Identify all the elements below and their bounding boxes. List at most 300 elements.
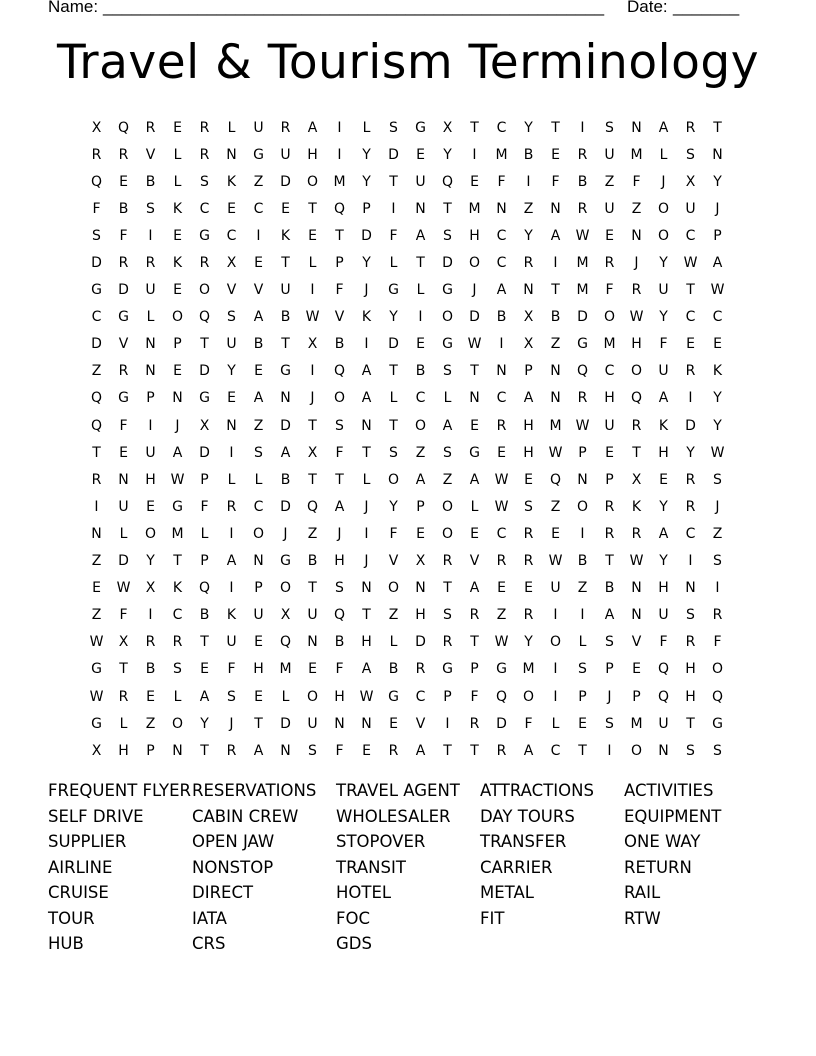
grid-letter[interactable]: B xyxy=(118,200,129,217)
grid-letter[interactable]: U xyxy=(145,282,156,299)
grid-letter[interactable]: V xyxy=(118,336,129,353)
grid-letter[interactable]: A xyxy=(658,390,669,407)
grid-letter[interactable]: U xyxy=(604,200,615,217)
grid-letter[interactable]: A xyxy=(496,282,507,299)
grid-letter[interactable]: E xyxy=(173,282,182,299)
grid-letter[interactable]: M xyxy=(495,146,508,163)
grid-letter[interactable]: D xyxy=(199,444,210,461)
grid-letter[interactable]: A xyxy=(361,363,372,380)
grid-letter[interactable]: W xyxy=(359,688,374,705)
grid-letter[interactable]: I xyxy=(580,119,585,136)
grid-letter[interactable]: O xyxy=(657,200,670,217)
grid-letter[interactable]: S xyxy=(443,363,452,380)
grid-letter[interactable]: E xyxy=(470,173,479,190)
grid-letter[interactable]: Q xyxy=(657,688,670,705)
grid-letter[interactable]: I xyxy=(526,173,531,190)
grid-letter[interactable]: J xyxy=(661,173,666,190)
grid-letter[interactable]: Q xyxy=(657,661,670,678)
grid-letter[interactable]: X xyxy=(685,173,696,190)
grid-letter[interactable]: M xyxy=(630,146,643,163)
grid-letter[interactable]: E xyxy=(254,363,263,380)
grid-letter[interactable]: W xyxy=(548,444,563,461)
grid-letter[interactable]: T xyxy=(92,444,101,461)
grid-letter[interactable]: M xyxy=(549,417,562,434)
grid-letter[interactable]: J xyxy=(715,498,720,515)
grid-letter[interactable]: D xyxy=(91,336,102,353)
grid-letter[interactable]: A xyxy=(658,119,669,136)
grid-letter[interactable]: R xyxy=(226,742,237,759)
grid-letter[interactable]: T xyxy=(578,742,587,759)
grid-letter[interactable]: Y xyxy=(362,173,371,190)
grid-letter[interactable]: K xyxy=(631,498,642,515)
grid-letter[interactable]: R xyxy=(577,146,588,163)
grid-letter[interactable]: Q xyxy=(630,390,643,407)
grid-letter[interactable]: S xyxy=(308,742,317,759)
grid-letter[interactable]: I xyxy=(553,661,558,678)
grid-letter[interactable]: R xyxy=(685,471,696,488)
grid-letter[interactable]: Z xyxy=(712,525,723,542)
grid-letter[interactable]: B xyxy=(253,336,264,353)
grid-letter[interactable]: W xyxy=(89,634,104,651)
grid-letter[interactable]: P xyxy=(470,661,479,678)
grid-letter[interactable]: Z xyxy=(442,471,453,488)
grid-letter[interactable]: F xyxy=(119,417,128,434)
grid-letter[interactable]: H xyxy=(334,688,345,705)
grid-letter[interactable]: T xyxy=(308,417,317,434)
grid-letter[interactable]: E xyxy=(146,688,155,705)
grid-letter[interactable]: S xyxy=(686,607,695,624)
grid-letter[interactable]: I xyxy=(229,580,234,597)
grid-letter[interactable]: P xyxy=(173,336,182,353)
grid-letter[interactable]: M xyxy=(468,200,481,217)
grid-letter[interactable]: G xyxy=(199,227,210,244)
grid-letter[interactable]: C xyxy=(685,525,696,542)
grid-letter[interactable]: G xyxy=(442,336,453,353)
grid-letter[interactable]: N xyxy=(658,742,669,759)
grid-letter[interactable]: J xyxy=(634,255,639,272)
grid-letter[interactable]: M xyxy=(333,173,346,190)
grid-letter[interactable]: R xyxy=(496,417,507,434)
grid-letter[interactable]: W xyxy=(575,417,590,434)
grid-letter[interactable]: I xyxy=(499,336,504,353)
grid-letter[interactable]: B xyxy=(334,634,345,651)
grid-letter[interactable]: Y xyxy=(659,309,668,326)
grid-letter[interactable]: X xyxy=(91,742,102,759)
grid-letter[interactable]: F xyxy=(335,282,344,299)
grid-letter[interactable]: R xyxy=(631,282,642,299)
grid-letter[interactable]: C xyxy=(91,309,102,326)
grid-letter[interactable]: E xyxy=(200,661,209,678)
grid-letter[interactable]: H xyxy=(658,580,669,597)
grid-letter[interactable]: X xyxy=(145,580,156,597)
grid-letter[interactable]: O xyxy=(549,634,562,651)
grid-letter[interactable]: G xyxy=(415,119,426,136)
grid-letter[interactable]: C xyxy=(253,200,264,217)
grid-letter[interactable]: T xyxy=(362,607,371,624)
grid-letter[interactable]: Q xyxy=(711,688,724,705)
grid-letter[interactable]: M xyxy=(576,282,589,299)
grid-letter[interactable]: T xyxy=(389,363,398,380)
grid-letter[interactable]: G xyxy=(172,498,183,515)
grid-letter[interactable]: T xyxy=(551,119,560,136)
grid-letter[interactable]: Z xyxy=(604,173,615,190)
grid-letter[interactable]: P xyxy=(443,688,452,705)
grid-letter[interactable]: M xyxy=(630,715,643,732)
grid-letter[interactable]: W xyxy=(710,282,725,299)
grid-letter[interactable]: R xyxy=(577,200,588,217)
grid-letter[interactable]: P xyxy=(146,390,155,407)
grid-letter[interactable]: A xyxy=(469,580,480,597)
grid-letter[interactable]: H xyxy=(604,390,615,407)
grid-letter[interactable]: E xyxy=(308,227,317,244)
date-field[interactable]: _______ xyxy=(673,0,740,16)
grid-letter[interactable]: E xyxy=(92,580,101,597)
grid-letter[interactable]: K xyxy=(280,227,291,244)
grid-letter[interactable]: B xyxy=(577,173,588,190)
grid-letter[interactable]: P xyxy=(713,227,722,244)
grid-letter[interactable]: C xyxy=(415,390,426,407)
grid-letter[interactable]: O xyxy=(171,309,184,326)
grid-letter[interactable]: S xyxy=(686,742,695,759)
grid-letter[interactable]: Q xyxy=(495,688,508,705)
grid-letter[interactable]: I xyxy=(715,580,720,597)
grid-letter[interactable]: S xyxy=(443,227,452,244)
grid-letter[interactable]: A xyxy=(334,498,345,515)
grid-letter[interactable]: G xyxy=(91,661,102,678)
grid-letter[interactable]: I xyxy=(229,444,234,461)
grid-letter[interactable]: W xyxy=(629,309,644,326)
grid-letter[interactable]: Y xyxy=(659,255,668,272)
grid-letter[interactable]: U xyxy=(685,200,696,217)
grid-letter[interactable]: S xyxy=(227,688,236,705)
grid-letter[interactable]: R xyxy=(118,255,129,272)
grid-letter[interactable]: T xyxy=(443,200,452,217)
grid-letter[interactable]: C xyxy=(550,742,561,759)
grid-letter[interactable]: R xyxy=(226,498,237,515)
grid-letter[interactable]: Y xyxy=(146,553,155,570)
grid-letter[interactable]: A xyxy=(415,227,426,244)
grid-letter[interactable]: E xyxy=(497,580,506,597)
grid-letter[interactable]: K xyxy=(172,200,183,217)
grid-letter[interactable]: C xyxy=(685,227,696,244)
grid-letter[interactable]: X xyxy=(226,255,237,272)
grid-letter[interactable]: B xyxy=(307,553,318,570)
grid-letter[interactable]: O xyxy=(306,688,319,705)
grid-letter[interactable]: X xyxy=(199,417,210,434)
grid-letter[interactable]: B xyxy=(280,471,291,488)
grid-letter[interactable]: T xyxy=(335,227,344,244)
grid-letter[interactable]: N xyxy=(631,119,642,136)
grid-letter[interactable]: L xyxy=(389,255,398,272)
grid-letter[interactable]: M xyxy=(279,661,292,678)
grid-letter[interactable]: I xyxy=(607,742,612,759)
grid-letter[interactable]: B xyxy=(496,309,507,326)
grid-letter[interactable]: V xyxy=(631,634,642,651)
grid-letter[interactable]: S xyxy=(605,715,614,732)
grid-letter[interactable]: A xyxy=(469,471,480,488)
grid-letter[interactable]: G xyxy=(577,336,588,353)
grid-letter[interactable]: A xyxy=(712,255,723,272)
grid-letter[interactable]: T xyxy=(254,715,263,732)
grid-letter[interactable]: R xyxy=(577,390,588,407)
grid-letter[interactable]: U xyxy=(604,417,615,434)
grid-letter[interactable]: U xyxy=(280,146,291,163)
grid-letter[interactable]: Z xyxy=(550,336,561,353)
grid-letter[interactable]: R xyxy=(91,471,102,488)
grid-letter[interactable]: Z xyxy=(523,200,534,217)
grid-letter[interactable]: E xyxy=(254,688,263,705)
grid-letter[interactable]: Y xyxy=(362,255,371,272)
grid-letter[interactable]: D xyxy=(118,282,129,299)
grid-letter[interactable]: T xyxy=(200,742,209,759)
grid-letter[interactable]: L xyxy=(227,119,236,136)
grid-letter[interactable]: V xyxy=(469,553,480,570)
grid-letter[interactable]: E xyxy=(119,444,128,461)
grid-letter[interactable]: I xyxy=(337,146,342,163)
grid-letter[interactable]: O xyxy=(387,471,400,488)
grid-letter[interactable]: E xyxy=(524,580,533,597)
grid-letter[interactable]: B xyxy=(280,309,291,326)
grid-letter[interactable]: U xyxy=(226,336,237,353)
grid-letter[interactable]: R xyxy=(523,255,534,272)
grid-letter[interactable]: E xyxy=(308,661,317,678)
grid-letter[interactable]: F xyxy=(335,661,344,678)
grid-letter[interactable]: N xyxy=(280,742,291,759)
grid-letter[interactable]: F xyxy=(659,336,668,353)
grid-letter[interactable]: C xyxy=(172,607,183,624)
grid-letter[interactable]: Z xyxy=(91,607,102,624)
grid-letter[interactable]: G xyxy=(712,715,723,732)
grid-letter[interactable]: A xyxy=(361,390,372,407)
grid-letter[interactable]: I xyxy=(553,255,558,272)
grid-letter[interactable]: N xyxy=(550,390,561,407)
grid-letter[interactable]: Q xyxy=(333,607,346,624)
grid-letter[interactable]: T xyxy=(308,580,317,597)
grid-letter[interactable]: Z xyxy=(388,607,399,624)
grid-letter[interactable]: E xyxy=(632,661,641,678)
grid-letter[interactable]: F xyxy=(335,742,344,759)
grid-letter[interactable]: T xyxy=(389,173,398,190)
grid-letter[interactable]: S xyxy=(443,444,452,461)
grid-letter[interactable]: C xyxy=(496,525,507,542)
grid-letter[interactable]: J xyxy=(607,688,612,705)
grid-letter[interactable]: D xyxy=(442,255,453,272)
grid-letter[interactable]: X xyxy=(118,634,129,651)
grid-letter[interactable]: G xyxy=(469,444,480,461)
grid-letter[interactable]: T xyxy=(173,553,182,570)
grid-letter[interactable]: L xyxy=(173,173,182,190)
grid-letter[interactable]: R xyxy=(442,634,453,651)
grid-letter[interactable]: Q xyxy=(279,634,292,651)
grid-letter[interactable]: A xyxy=(442,417,453,434)
grid-letter[interactable]: L xyxy=(308,255,317,272)
grid-letter[interactable]: L xyxy=(200,525,209,542)
grid-letter[interactable]: N xyxy=(172,390,183,407)
grid-letter[interactable]: J xyxy=(364,498,369,515)
grid-letter[interactable]: W xyxy=(305,309,320,326)
grid-letter[interactable]: F xyxy=(659,634,668,651)
grid-letter[interactable]: M xyxy=(522,661,535,678)
grid-letter[interactable]: I xyxy=(553,688,558,705)
grid-letter[interactable]: E xyxy=(362,742,371,759)
grid-letter[interactable]: E xyxy=(551,525,560,542)
grid-letter[interactable]: X xyxy=(307,444,318,461)
grid-letter[interactable]: H xyxy=(631,336,642,353)
grid-letter[interactable]: N xyxy=(118,471,129,488)
grid-letter[interactable]: U xyxy=(658,607,669,624)
grid-letter[interactable]: X xyxy=(442,119,453,136)
grid-letter[interactable]: N xyxy=(577,471,588,488)
grid-letter[interactable]: E xyxy=(416,336,425,353)
grid-letter[interactable]: T xyxy=(200,336,209,353)
grid-letter[interactable]: W xyxy=(494,471,509,488)
grid-letter[interactable]: L xyxy=(281,688,290,705)
grid-letter[interactable]: F xyxy=(389,227,398,244)
grid-letter[interactable]: N xyxy=(280,390,291,407)
grid-letter[interactable]: Y xyxy=(686,444,695,461)
grid-letter[interactable]: E xyxy=(119,173,128,190)
grid-letter[interactable]: P xyxy=(200,553,209,570)
grid-letter[interactable]: L xyxy=(470,498,479,515)
name-field[interactable]: _____________________________________________________ xyxy=(103,0,605,16)
grid-letter[interactable]: Y xyxy=(713,417,722,434)
grid-letter[interactable]: F xyxy=(119,607,128,624)
grid-letter[interactable]: T xyxy=(308,200,317,217)
grid-letter[interactable]: U xyxy=(604,146,615,163)
grid-letter[interactable]: B xyxy=(550,309,561,326)
grid-letter[interactable]: F xyxy=(713,634,722,651)
grid-letter[interactable]: F xyxy=(470,688,479,705)
grid-letter[interactable]: E xyxy=(227,390,236,407)
grid-letter[interactable]: N xyxy=(496,363,507,380)
grid-letter[interactable]: T xyxy=(686,715,695,732)
grid-letter[interactable]: R xyxy=(118,363,129,380)
grid-letter[interactable]: L xyxy=(146,309,155,326)
grid-letter[interactable]: Y xyxy=(659,553,668,570)
grid-letter[interactable]: T xyxy=(200,634,209,651)
grid-letter[interactable]: N xyxy=(145,363,156,380)
grid-letter[interactable]: N xyxy=(550,200,561,217)
grid-letter[interactable]: L xyxy=(362,119,371,136)
grid-letter[interactable]: A xyxy=(172,444,183,461)
grid-letter[interactable]: F xyxy=(605,282,614,299)
grid-letter[interactable]: C xyxy=(253,498,264,515)
grid-letter[interactable]: G xyxy=(118,309,129,326)
grid-letter[interactable]: C xyxy=(496,255,507,272)
grid-letter[interactable]: T xyxy=(389,417,398,434)
grid-letter[interactable]: R xyxy=(523,525,534,542)
grid-letter[interactable]: V xyxy=(415,715,426,732)
grid-letter[interactable]: E xyxy=(416,146,425,163)
grid-letter[interactable]: C xyxy=(226,227,237,244)
grid-letter[interactable]: T xyxy=(470,634,479,651)
grid-letter[interactable]: I xyxy=(418,309,423,326)
grid-letter[interactable]: B xyxy=(388,661,399,678)
grid-letter[interactable]: R xyxy=(415,661,426,678)
grid-letter[interactable]: A xyxy=(226,553,237,570)
grid-letter[interactable]: P xyxy=(578,688,587,705)
grid-letter[interactable]: N xyxy=(631,580,642,597)
grid-letter[interactable]: L xyxy=(443,390,452,407)
grid-letter[interactable]: R xyxy=(712,607,723,624)
grid-letter[interactable]: S xyxy=(335,580,344,597)
grid-letter[interactable]: H xyxy=(145,471,156,488)
grid-letter[interactable]: O xyxy=(387,580,400,597)
grid-letter[interactable]: P xyxy=(524,363,533,380)
grid-letter[interactable]: N xyxy=(307,634,318,651)
grid-letter[interactable]: E xyxy=(524,471,533,488)
grid-letter[interactable]: N xyxy=(415,580,426,597)
grid-letter[interactable]: T xyxy=(335,471,344,488)
grid-letter[interactable]: Z xyxy=(631,200,642,217)
grid-letter[interactable]: X xyxy=(631,471,642,488)
grid-letter[interactable]: E xyxy=(146,498,155,515)
grid-letter[interactable]: L xyxy=(227,471,236,488)
grid-letter[interactable]: E xyxy=(254,634,263,651)
grid-letter[interactable]: T xyxy=(470,742,479,759)
grid-letter[interactable]: T xyxy=(632,444,641,461)
grid-letter[interactable]: Y xyxy=(443,146,452,163)
grid-letter[interactable]: E xyxy=(659,471,668,488)
grid-letter[interactable]: O xyxy=(252,525,265,542)
grid-letter[interactable]: Z xyxy=(91,363,102,380)
grid-letter[interactable]: O xyxy=(198,282,211,299)
grid-letter[interactable]: N xyxy=(361,715,372,732)
grid-letter[interactable]: R xyxy=(496,742,507,759)
grid-letter[interactable]: Q xyxy=(441,173,454,190)
grid-letter[interactable]: A xyxy=(415,742,426,759)
grid-letter[interactable]: Z xyxy=(307,525,318,542)
grid-letter[interactable]: U xyxy=(658,363,669,380)
grid-letter[interactable]: W xyxy=(548,553,563,570)
grid-letter[interactable]: H xyxy=(253,661,264,678)
grid-letter[interactable]: R xyxy=(604,255,615,272)
grid-letter[interactable]: R xyxy=(631,417,642,434)
grid-letter[interactable]: K xyxy=(226,607,237,624)
grid-letter[interactable]: F xyxy=(389,525,398,542)
grid-letter[interactable]: E xyxy=(578,715,587,732)
grid-letter[interactable]: S xyxy=(524,498,533,515)
grid-letter[interactable]: T xyxy=(443,742,452,759)
grid-letter[interactable]: C xyxy=(604,363,615,380)
grid-letter[interactable]: E xyxy=(551,146,560,163)
grid-letter[interactable]: G xyxy=(442,282,453,299)
grid-letter[interactable]: C xyxy=(685,309,696,326)
grid-letter[interactable]: H xyxy=(469,227,480,244)
grid-letter[interactable]: G xyxy=(442,661,453,678)
grid-letter[interactable]: R xyxy=(118,688,129,705)
grid-letter[interactable]: B xyxy=(604,580,615,597)
grid-letter[interactable]: G xyxy=(280,363,291,380)
grid-letter[interactable]: R xyxy=(631,525,642,542)
grid-letter[interactable]: S xyxy=(335,417,344,434)
grid-letter[interactable]: F xyxy=(524,715,533,732)
grid-letter[interactable]: Q xyxy=(333,200,346,217)
grid-letter[interactable]: H xyxy=(658,444,669,461)
grid-letter[interactable]: Z xyxy=(550,498,561,515)
grid-letter[interactable]: D xyxy=(388,336,399,353)
grid-letter[interactable]: U xyxy=(145,444,156,461)
grid-letter[interactable]: I xyxy=(229,525,234,542)
grid-letter[interactable]: Y xyxy=(659,498,668,515)
grid-letter[interactable]: J xyxy=(364,553,369,570)
grid-letter[interactable]: I xyxy=(688,553,693,570)
grid-letter[interactable]: E xyxy=(497,444,506,461)
grid-letter[interactable]: R xyxy=(442,553,453,570)
grid-letter[interactable]: R xyxy=(199,119,210,136)
grid-letter[interactable]: E xyxy=(281,200,290,217)
grid-letter[interactable]: I xyxy=(148,417,153,434)
